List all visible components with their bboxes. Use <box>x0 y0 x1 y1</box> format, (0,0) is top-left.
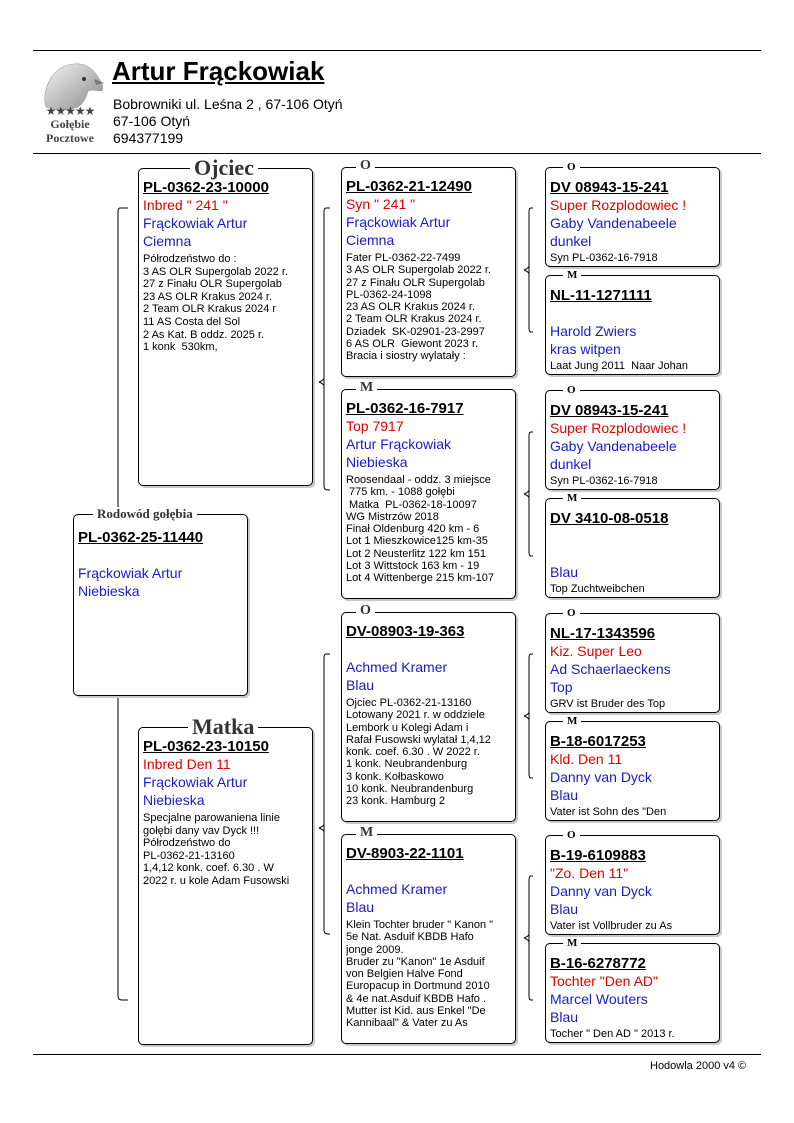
pgf-label: O <box>356 159 375 173</box>
father-name: Inbred " 241 " <box>143 197 228 213</box>
fm-mother-card[interactable] <box>545 498 720 598</box>
mmm-name: Tochter "Den AD" <box>550 973 658 989</box>
mmm-color: Blau <box>550 1009 579 1025</box>
father-notes: Półrodzeństwo do : 3 AS OLR Supergolab 2022 r. 27 z Finału OLR Supergolab 23 AS OLR Krakus 2024 r. 2 Team OLR Krakus 2024 r 11 AS Costa del Sol 2 As Kat. B oddz. 2025 r. 1 konk 530km, <box>143 253 288 354</box>
pgf-color: Ciemna <box>346 232 395 248</box>
subject-color: Niebieska <box>78 583 140 599</box>
mgm-ring: DV-8903-22-1101 <box>346 845 464 862</box>
paternal-grandfather-card[interactable] <box>341 167 516 377</box>
fmm-label: M <box>563 493 581 504</box>
mother-label: Matka <box>188 716 258 738</box>
mmm-ring: B-16-6278772 <box>550 955 646 972</box>
ffm-label: M <box>563 270 581 281</box>
father-card[interactable] <box>138 168 313 486</box>
mff-ring: NL-17-1343596 <box>550 625 656 642</box>
mgm-notes: Klein Tochter bruder " Kanon " 5e Nat. Asduif KBDB Hafo jonge 2009. Bruder zu "Kanon" 1e Asduif von Belgien Halve Fond Europacup in Dortmund 2010 & 4e nat.Asduif KBDB Hafo . Mutter ist Kid. aus Enkel "De Kannibaal" & Vater zu As <box>346 919 494 1030</box>
fmm-breeder <box>550 545 715 563</box>
pgm-breeder: Artur Frąckowiak <box>346 436 452 452</box>
mother-color: Niebieska <box>143 792 205 808</box>
mmf-ring: B-19-6109883 <box>550 847 646 864</box>
mmf-name: "Zo. Den 11" <box>550 865 629 881</box>
mgm-color: Blau <box>346 899 375 915</box>
father-breeder: Frąckowiak Artur <box>143 215 248 231</box>
fmf-color: dunkel <box>550 456 592 472</box>
mf-mother-card[interactable] <box>545 721 720 821</box>
fmm-ring: DV 3410-08-0518 <box>550 510 669 527</box>
fmf-ring: DV 08943-15-241 <box>550 402 669 419</box>
logo-text-2: Pocztowe <box>46 131 94 145</box>
mmm-breeder: Marcel Wouters <box>550 991 648 1007</box>
fff-label: O <box>563 162 580 173</box>
mgf-ring: DV-08903-19-363 <box>346 623 465 640</box>
mgf-name <box>346 640 511 658</box>
fmf-breeder: Gaby Vandenabeele <box>550 438 677 454</box>
mgf-label: O <box>356 604 375 618</box>
paternal-grandmother-card[interactable] <box>341 389 516 599</box>
mff-color: Top <box>550 679 573 695</box>
mgm-name <box>346 862 511 880</box>
father-label: Ojciec <box>190 157 258 179</box>
fm-father-card[interactable] <box>545 390 720 490</box>
mmf-breeder: Danny van Dyck <box>550 883 652 899</box>
mfm-label: M <box>563 716 581 727</box>
fff-breeder: Gaby Vandenabeele <box>550 215 677 231</box>
mm-mother-card[interactable] <box>545 943 720 1043</box>
fmm-color: Blau <box>550 564 579 580</box>
mgf-breeder: Achmed Kramer <box>346 659 448 675</box>
maternal-grandfather-card[interactable] <box>341 612 516 822</box>
mmf-notes: Vater ist Vollbruder zu As <box>550 920 673 932</box>
pgf-breeder: Frąckowiak Artur <box>346 214 451 230</box>
mmm-notes: Tocher " Den AD " 2013 r. <box>550 1028 675 1040</box>
subject-ring: PL-0362-25-11440 <box>78 529 204 546</box>
fmf-notes: Syn PL-0362-16-7918 <box>550 475 658 487</box>
fff-name: Super Rozplodowiec ! <box>550 197 687 213</box>
mff-breeder: Ad Schaerlaeckens <box>550 661 671 677</box>
father-color: Ciemna <box>143 233 192 249</box>
mother-notes: Specjalne parowaniena linie gołębi dany vav Dyck !!! Półrodzeństwo do PL-0362-21-13160 1,4,12 konk. coef. 6.30 . W 2022 r. u kole Adam Fusowski <box>143 812 290 887</box>
mfm-name: Kld. Den 11 <box>550 751 623 767</box>
pgm-name: Top 7917 <box>346 418 404 434</box>
ff-father-card[interactable] <box>545 167 720 267</box>
breeder-name: Artur Frąckowiak <box>112 56 325 86</box>
fff-notes: Syn PL-0362-16-7918 <box>550 252 658 264</box>
pgm-color: Niebieska <box>346 454 408 470</box>
subject-pigeon-card[interactable] <box>73 514 248 696</box>
subject-breeder: Frąckowiak Artur <box>78 565 183 581</box>
mmf-color: Blau <box>550 901 579 917</box>
mgf-notes: Ojciec PL-0362-21-13160 Lotowany 2021 r. w oddziele Lembork u Kolegi Adam i Rafał Fusowski wylatał 1,4,12 konk. coef. 6.30 . W 2022 r. 1 konk. Neubrandenburg 3 konk. Kołbaskowo 10 konk. Neubrandenburg 23 konk. Hamburg 2 <box>346 697 491 808</box>
fff-color: dunkel <box>550 233 592 249</box>
mother-name: Inbred Den 11 <box>143 756 231 772</box>
mff-notes: GRV ist Bruder des Top <box>550 698 666 710</box>
subject-name <box>78 546 243 564</box>
pgm-notes: Roosendaal - oddz. 3 miejsce 775 km. - 1088 gołębi Matka PL-0362-18-10097 WG Mistrzów 2018 Finał Oldenburg 420 km - 6 Lot 1 Mieszkowice125 km-35 Lot 2 Neusterlitz 122 km 151 Lot 3 Wittstock 163 km - 19 Lot 4 Wittenberge 215 km-107 <box>346 474 494 585</box>
ff-mother-card[interactable] <box>545 275 720 375</box>
phone-number: 694377199 <box>113 130 184 146</box>
fmf-label: O <box>563 385 580 396</box>
fmm-notes: Top Zuchtweibchen <box>550 583 645 595</box>
mfm-ring: B-18-6017253 <box>550 733 646 750</box>
ffm-name <box>550 304 715 322</box>
mff-label: O <box>563 608 580 619</box>
father-ring: PL-0362-23-10000 <box>143 179 269 196</box>
mgf-color: Blau <box>346 677 375 693</box>
mf-father-card[interactable] <box>545 613 720 713</box>
footer-credit: Hodowla 2000 v4 © <box>650 1060 747 1072</box>
mfm-notes: Vater ist Sohn des "Den <box>550 806 667 818</box>
mfm-color: Blau <box>550 787 579 803</box>
mmm-label: M <box>563 938 581 949</box>
mother-ring: PL-0362-23-10150 <box>143 738 269 755</box>
fmf-name: Super Rozplodowiec ! <box>550 420 687 436</box>
maternal-grandmother-card[interactable] <box>341 834 516 1044</box>
ffm-notes: Laat Jung 2011 Naar Johan <box>550 360 689 372</box>
fff-ring: DV 08943-15-241 <box>550 179 669 196</box>
logo-stars: ★★★★★ <box>45 104 95 118</box>
ffm-breeder: Harold Zwiers <box>550 323 637 339</box>
mgm-breeder: Achmed Kramer <box>346 881 448 897</box>
mm-father-card[interactable] <box>545 835 720 935</box>
mother-card[interactable] <box>138 727 313 1045</box>
pgf-name: Syn " 241 " <box>346 196 416 212</box>
pgf-notes: Fater PL-0362-22-7499 3 AS OLR Supergolab 2022 r. 27 z Finału OLR Supergolab PL-0362-24-1098 23 AS OLR Krakus 2024 r. 2 Team OLR Krakus 2024 r. Dziadek SK-02901-23-2997 6 AS OLR Giewont 2023 r. Bracia i siostry wylatały : <box>346 252 491 363</box>
mmf-label: O <box>563 830 580 841</box>
pgf-ring: PL-0362-21-12490 <box>346 178 472 195</box>
mother-breeder: Frąckowiak Artur <box>143 774 248 790</box>
pgm-label: M <box>356 381 377 395</box>
logo-text-1: Gołębie <box>50 117 90 131</box>
ffm-color: kras witpen <box>550 341 621 357</box>
pgm-ring: PL-0362-16-7917 <box>346 400 464 417</box>
subject-label: Rodowód gołębia <box>93 507 197 520</box>
address-line-2: 67-106 Otyń <box>113 113 191 129</box>
mgm-label: M <box>356 826 377 840</box>
mff-name: Kiz. Super Leo <box>550 643 642 659</box>
mfm-breeder: Danny van Dyck <box>550 769 652 785</box>
fmm-name <box>550 527 715 545</box>
address-line-1: Bobrowniki ul. Leśna 2 , 67-106 Otyń <box>113 96 343 112</box>
ffm-ring: NL-11-1271111 <box>550 287 652 304</box>
